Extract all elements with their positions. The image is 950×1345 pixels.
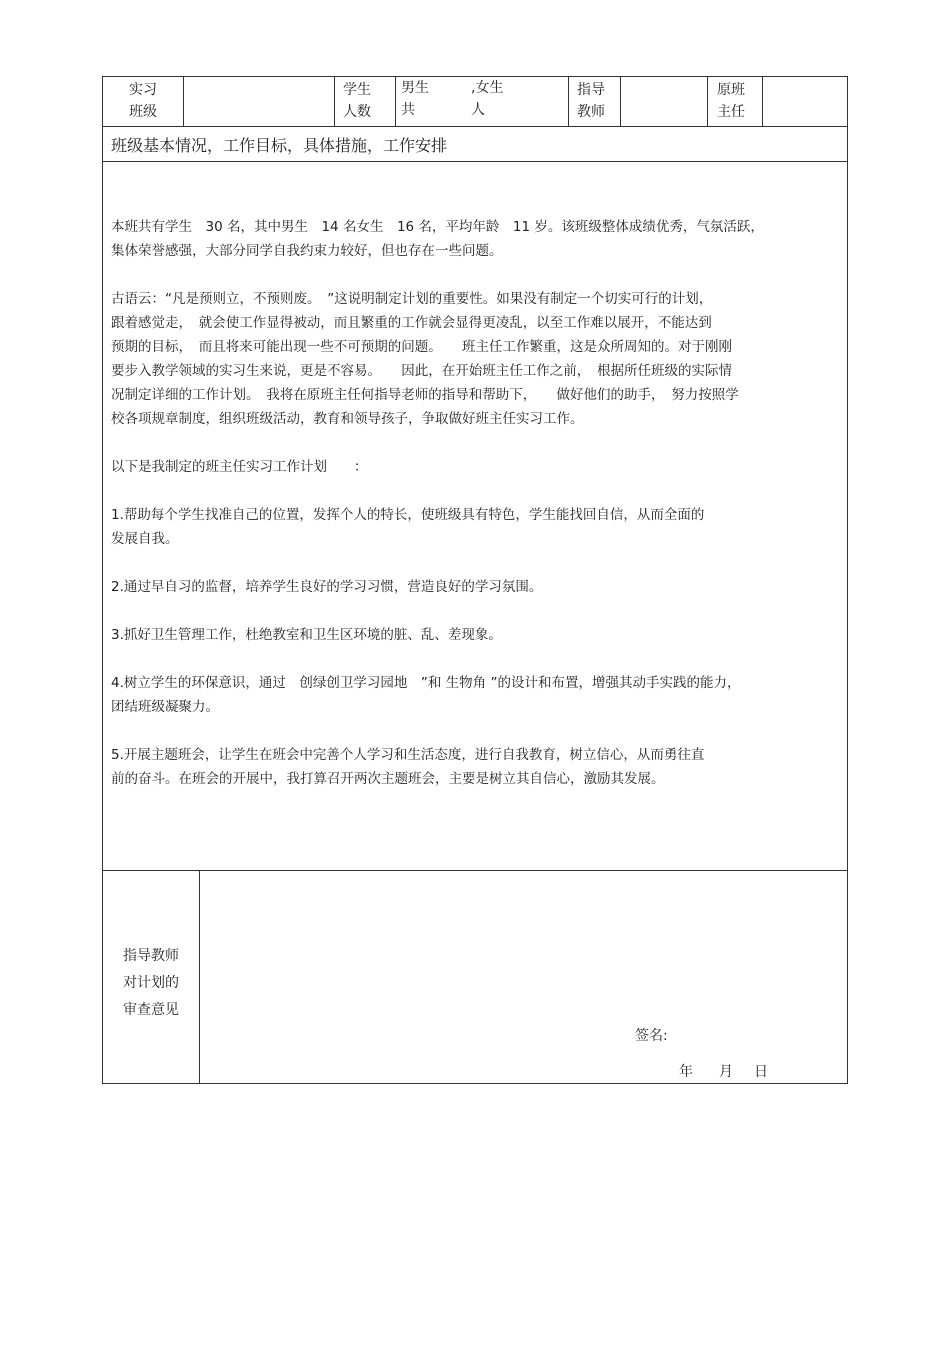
students-label: 学生 人数 [343,82,371,120]
plan-form [102,76,848,1084]
row-divider [103,126,847,127]
plan-item-1: 1.帮助每个学生找准自己的位置，发挥个人的特长，使班级具有特色，学生能找回自信，从而全面的 发展自我。 [111,507,705,547]
row-divider [103,161,847,162]
col-divider [183,77,184,126]
paragraph-intro: 以下是我制定的班主任实习工作计划 ： [111,459,368,475]
col-divider [762,77,763,126]
plan-item-4: 4.树立学生的环保意识，通过 创绿创卫学习园地 ”和 生物角 ”的设计和布置，增强其动手实践的能力， 团结班级凝聚力。 [111,675,741,715]
col-divider [334,77,335,126]
plan-item-3: 3.抓好卫生管理工作，杜绝教室和卫生区环境的脏、乱、差现象。 [111,627,502,643]
col-divider [199,870,200,1084]
original-teacher-label: 原班 主任 [717,82,745,120]
row-divider [103,870,847,871]
section-title: 班级基本情况，工作目标，具体措施，工作安排 [111,136,448,155]
date-year-label: 年 [679,1064,693,1080]
students-field[interactable]: 男生 ,女生 共 人 [401,80,504,118]
col-divider [707,77,708,126]
review-label: 指导教师 对计划的 审查意见 [123,948,179,1018]
mentor-label: 指导 教师 [577,82,605,120]
plan-item-2: 2.通过早自习的监督，培养学生良好的学习习惯，营造良好的学习氛围。 [111,579,543,595]
paragraph-overview: 本班共有学生 30 名，其中男生 14 名女生 16 名，平均年龄 11 岁。该班级整体成绩优秀，气氛活跃， 集体荣誉感强，大部分同学自我约束力较好，但也存在一些问题。 [111,219,764,259]
date-month-label: 月 [719,1064,733,1080]
col-divider [395,77,396,126]
plan-item-5: 5.开展主题班会，让学生在班会中完善个人学习和生活态度，进行自我教育，树立信心，从而勇往直 前的奋斗。在班会的开展中，我打算召开两次主题班会，主要是树立其自信心，激励其发展。 [111,747,705,787]
col-divider [620,77,621,126]
class-label: 实习 班级 [129,82,157,120]
col-divider [568,77,569,126]
paragraph-importance: 古语云：“凡是预则立，不预则废。 ”这说明制定计划的重要性。如果没有制定一个切实可行的计划， 跟着感觉走， 就会使工作显得被动，而且繁重的工作就会显得更凌乱，以至工作难以展开，不能达到 预期的目标， 而且将来可能出现一些不可预期的问题。 班主任工作繁重，这是众所周知的。对于刚刚 要步入教学领域的实习生来说，更是不容易。 因此，在开始班主任工作之前， 根据所任班级的实际情 况制定详细的工作计划。 我将在原班主任何指导老师的指导和帮助下， 做好他们的助手， 努力按照学 校各项规章制度，组织班级活动，教育和领导孩子，争取做好班主任实习工作。 [111,291,739,427]
signature-label: 签名: [635,1028,668,1044]
date-day-label: 日 [754,1064,768,1080]
plan-body [111,215,839,791]
